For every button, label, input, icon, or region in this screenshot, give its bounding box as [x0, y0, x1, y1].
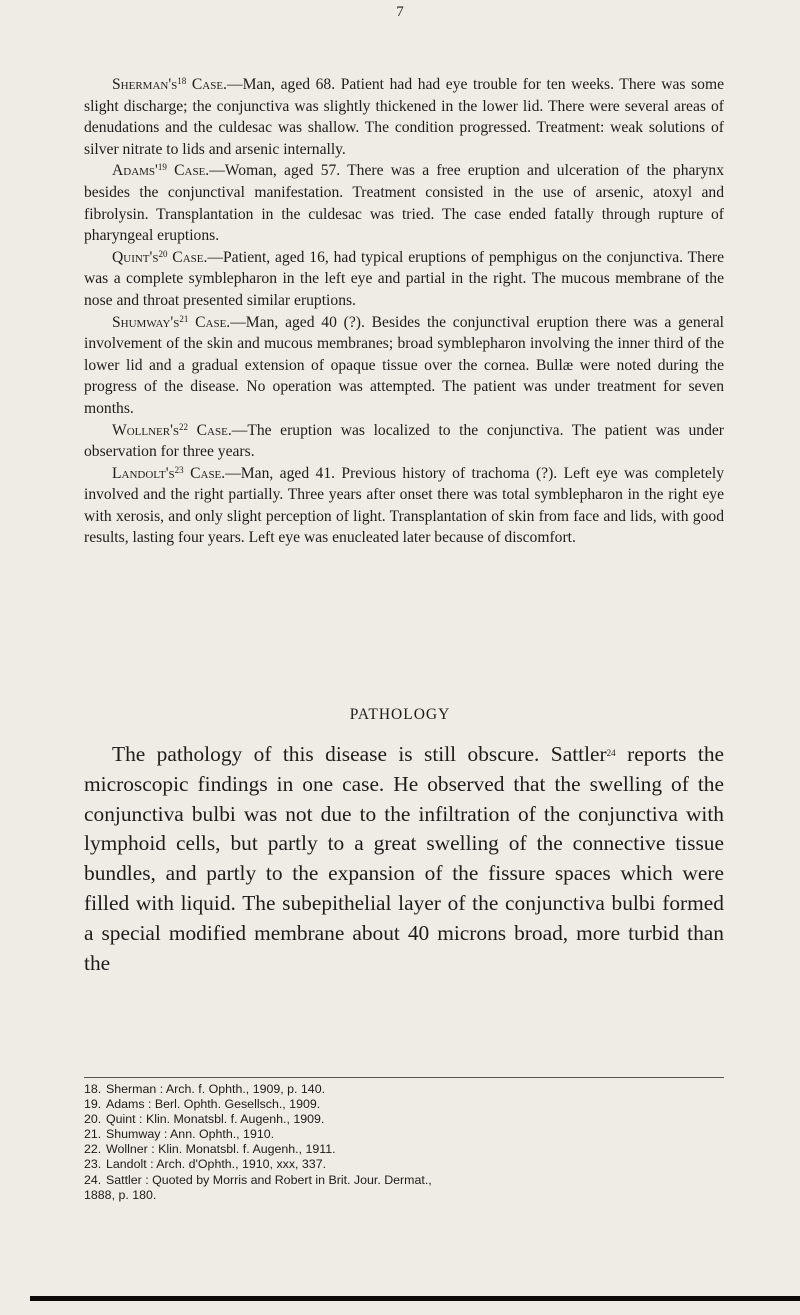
case-paragraph — [84, 74, 724, 160]
footnote — [84, 1082, 724, 1097]
footnote — [84, 1157, 724, 1172]
footnote-divider — [84, 1077, 724, 1078]
footnote — [84, 1127, 724, 1142]
case-author: Quint's — [112, 248, 159, 266]
footnote-number: 22. — [84, 1142, 102, 1157]
footnote-number: 19. — [84, 1097, 102, 1112]
case-paragraph — [84, 247, 724, 312]
case-text: —Patient, aged 16, had typical eruptions of pemphigus on the conjunctiva. There was a complete symblepharon in the left eye and partial in the right. The mucous membrane of the nose and throat presented similar eruptions. — [84, 248, 724, 309]
page-edge-bar — [30, 1296, 800, 1301]
case-paragraph — [84, 463, 724, 549]
footnote-ref: 18 — [177, 76, 187, 86]
footnote-text: Adams : Berl. Ophth. Gesellsch., 1909. — [106, 1097, 321, 1112]
footnote-text: Shumway : Ann. Ophth., 1910. — [106, 1127, 275, 1142]
case-paragraph — [84, 160, 724, 246]
case-paragraph — [84, 312, 724, 420]
case-label: Case. — [191, 76, 227, 93]
case-label: Case. — [195, 313, 231, 331]
footnote-number: 24. — [84, 1172, 102, 1187]
footnote-ref: 19 — [157, 162, 167, 173]
case-text: —The eruption was localized to the conjunctiva. The patient was under observation for three years. — [84, 421, 724, 461]
case-paragraph — [84, 420, 724, 463]
case-author: Shumway's — [112, 313, 180, 331]
case-author: Wollner's — [112, 421, 180, 439]
footnote — [84, 1112, 724, 1127]
case-reports — [84, 74, 724, 549]
footnote-text: Sattler : Quoted by Morris and Robert in Brit. Jour. Dermat., — [106, 1172, 432, 1187]
footnote-number: 21. — [84, 1127, 102, 1142]
footnote-text: Landolt : Arch. d'Ophth., 1910, xxx, 337. — [106, 1157, 327, 1172]
footnote-continuation — [84, 1188, 724, 1203]
footnote-number: 18. — [84, 1082, 102, 1096]
pathology-paragraph — [84, 740, 724, 978]
footnote-text: Quint : Klin. Monatsbl. f. Augenh., 1909. — [106, 1112, 325, 1127]
case-label: Case. — [196, 421, 232, 439]
footnotes — [84, 1082, 724, 1203]
pathology-section — [84, 740, 724, 978]
case-author: Sherman's — [112, 76, 178, 93]
section-heading: PATHOLOGY — [349, 706, 451, 723]
footnote-number: 23. — [84, 1157, 102, 1172]
footnote-ref: 22 — [179, 421, 189, 432]
case-label: Case. — [174, 162, 210, 180]
case-text: —Man, aged 68. Patient had had eye trouble for ten weeks. There was some slight discharge; the conjunctiva was slightly thickened in the lower lid. There were several areas of denudations and the culdesac was shallow. The condition progressed. Treatment: weak solutions of silver nitrate to lids and arsenic internally. — [84, 76, 724, 158]
footnote-ref: 21 — [179, 313, 189, 324]
case-label: Case. — [190, 464, 226, 482]
footnote-ref: 24 — [606, 748, 616, 758]
footnote-text: Wollner : Klin. Monatsbl. f. Augenh., 1911. — [106, 1142, 336, 1157]
footnote-ref: 23 — [174, 464, 184, 475]
case-author: Adams' — [112, 162, 158, 180]
pathology-text-start: The pathology of this disease is still obscure. Sattler — [112, 742, 607, 766]
case-text: —Man, aged 41. Previous history of trachoma (?). Left eye was completely involved and the right partially. Three years after onset there was total symblepharon in the right eye with xerosis, and only slight perception of light. Transplantation of skin from face and lids, with good results, lasting four years. Left eye was enucleated later because of discomfort. — [84, 464, 724, 547]
footnote-text: 1888, p. 180. — [84, 1187, 157, 1202]
case-text: —Man, aged 40 (?). Besides the conjunctival eruption there was a general involvement of the skin and mucous membranes; broad symblepharon involving the inner third of the lower lid and a gradual extension of opaque tissue over the cornea. Bullæ were noted during the progress of the disease. No operation was attempted. The patient was under treatment for seven months. — [84, 313, 724, 417]
footnote-text: Sherman : Arch. f. Ophth., 1909, p. 140. — [106, 1082, 326, 1096]
case-text: —Woman, aged 57. There was a free eruption and ulceration of the pharynx besides the conjunctival manifestation. Treatment consisted in the use of arsenic, atoxyl and fibrolysin. Transplantation in the culdesac was tried. The case ended fatally through rupture of pharyngeal eruptions. — [84, 162, 724, 245]
footnote-number: 20. — [84, 1112, 102, 1127]
footnote — [84, 1173, 724, 1188]
case-label: Case. — [172, 248, 208, 266]
case-author: Landolt's — [112, 464, 175, 482]
footnote — [84, 1097, 724, 1112]
page-number: 7 — [396, 4, 404, 20]
footnote — [84, 1142, 724, 1157]
footnote-ref: 20 — [158, 248, 168, 259]
pathology-text-rest: reports the microscopic findings in one case. He observed that the swelling of the conjunctiva bulbi was not due to the infiltration of the conjunctiva with lymphoid cells, but partly to a great swelling of the connective tissue bundles, and partly to the expansion of the fissure spaces which were filled with liquid. The subepithelial layer of the conjunctiva bulbi formed a special modified membrane about 40 microns broad, more turbid than the — [84, 742, 725, 975]
